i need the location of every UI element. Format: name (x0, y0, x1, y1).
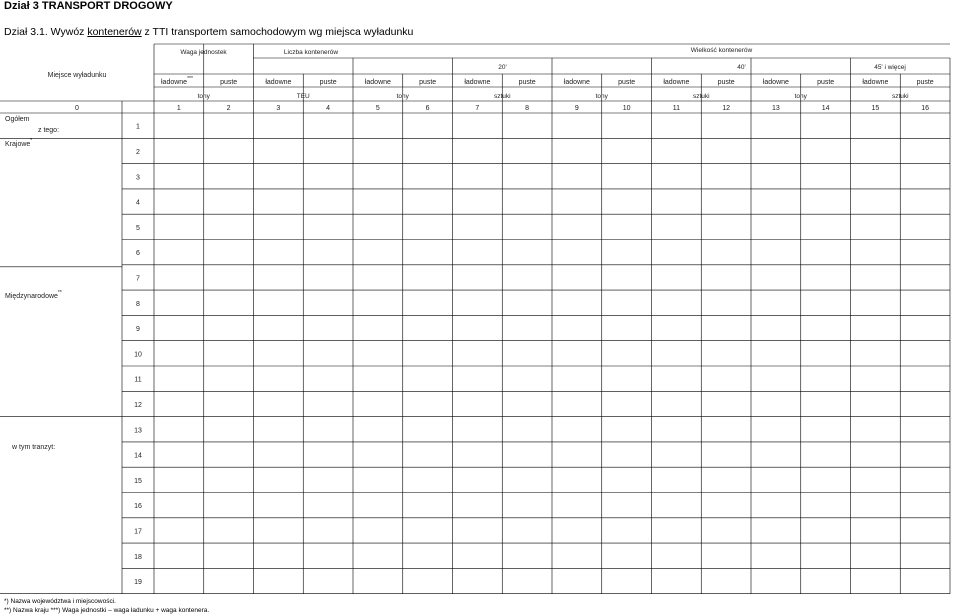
header-unit-2: tony (396, 93, 409, 100)
header-laden-7: ładowne (862, 79, 889, 86)
col-number-11: 11 (672, 105, 681, 112)
row-number-16: 16 (134, 503, 142, 511)
header-laden-5: ładowne (663, 79, 690, 86)
col-number-0: 0 (75, 105, 79, 112)
row-number-11: 11 (134, 376, 142, 384)
table-labels (5, 47, 934, 586)
header-laden-0: ładowne*** (161, 76, 193, 86)
row-number-14: 14 (134, 452, 142, 460)
row-label-of-which: z tego: (38, 127, 60, 134)
col-number-2: 2 (226, 105, 231, 112)
header-empty-3: puste (518, 79, 536, 86)
col-number-9: 9 (574, 105, 579, 112)
row-number-7: 7 (136, 275, 140, 283)
row-label-international: Międzynarodowe** (5, 290, 62, 300)
section-title-underlined: kontenerów (87, 26, 142, 38)
header-unit-6: tony (794, 93, 807, 100)
header-place: Miejsce wyładunku (47, 72, 107, 79)
header-size-group-2: 45' i więcej (874, 64, 906, 71)
header-size: Wielkość kontenerów (690, 47, 753, 54)
col-number-7: 7 (475, 105, 480, 112)
header-size-group-0: 20' (498, 64, 507, 71)
header-empty-5: puste (717, 79, 735, 86)
header-empty-0: puste (220, 79, 238, 86)
row-number-3: 3 (136, 174, 140, 182)
row-number-1: 1 (136, 123, 140, 131)
row-number-13: 13 (134, 427, 142, 435)
footnote-2: **) Nazwa kraju ***) Waga jednostki – waga ładunku + waga kontenera. (4, 607, 210, 614)
row-number-6: 6 (136, 250, 140, 258)
col-number-6: 6 (425, 105, 430, 112)
header-empty-7: puste (916, 79, 934, 86)
col-number-5: 5 (375, 105, 380, 112)
col-number-1: 1 (176, 105, 181, 112)
row-number-9: 9 (136, 326, 140, 334)
header-laden-1: ładowne (265, 79, 292, 86)
header-laden-6: ładowne (762, 79, 789, 86)
table-grid (0, 44, 950, 594)
footnote-1: *) Nazwa województwa i miejscowości. (4, 598, 116, 605)
row-number-2: 2 (136, 148, 140, 156)
row-label-international-footnote-mark: ** (57, 290, 62, 296)
header-laden-3: ładowne (464, 79, 491, 86)
col-number-4: 4 (326, 105, 331, 112)
header-laden-2: ładowne (364, 79, 391, 86)
col-number-14: 14 (821, 105, 830, 112)
col-number-12: 12 (722, 105, 731, 112)
row-label-domestic-footnote-mark: * (30, 138, 33, 144)
row-label-domestic: Krajowe* (5, 138, 33, 148)
header-laden-4: ładowne (563, 79, 590, 86)
page-title: Dział 3 TRANSPORT DROGOWY (4, 0, 173, 12)
row-number-10: 10 (134, 351, 142, 359)
row-number-5: 5 (136, 224, 140, 232)
row-number-15: 15 (134, 477, 142, 485)
row-label-total: Ogółem (5, 116, 30, 123)
col-number-16: 16 (921, 105, 930, 112)
row-number-8: 8 (136, 300, 140, 308)
col-number-15: 15 (871, 105, 880, 112)
col-number-3: 3 (276, 105, 281, 112)
header-weight: Waga jednostek (180, 49, 227, 56)
row-number-12: 12 (134, 401, 142, 409)
header-count: Liczba kontenerów (283, 49, 339, 56)
col-number-13: 13 (771, 105, 780, 112)
col-number-8: 8 (525, 105, 530, 112)
header-unit-4: tony (595, 93, 608, 100)
header-empty-4: puste (618, 79, 636, 86)
header-laden-0-footnote-mark: *** (187, 76, 193, 82)
header-unit-3: sztuki (493, 93, 511, 100)
header-unit-5: sztuki (692, 93, 710, 100)
row-number-4: 4 (136, 199, 140, 207)
row-number-19: 19 (134, 579, 142, 587)
row-label-transit: w tym tranzyt: (12, 444, 56, 451)
header-empty-1: puste (319, 79, 337, 86)
row-number-18: 18 (134, 553, 142, 561)
row-number-17: 17 (134, 528, 142, 536)
header-empty-2: puste (419, 79, 437, 86)
section-title-prefix: Dział 3.1. Wywóz (4, 26, 88, 38)
header-unit-0: tony (197, 93, 210, 100)
section-title-suffix: z TTI transportem samochodowym wg miejsca wyładunku (141, 26, 414, 38)
header-unit-7: sztuki (891, 93, 909, 100)
header-empty-6: puste (817, 79, 835, 86)
col-number-10: 10 (622, 105, 631, 112)
header-unit-1: TEU (296, 93, 310, 100)
header-size-group-1: 40' (737, 64, 746, 71)
